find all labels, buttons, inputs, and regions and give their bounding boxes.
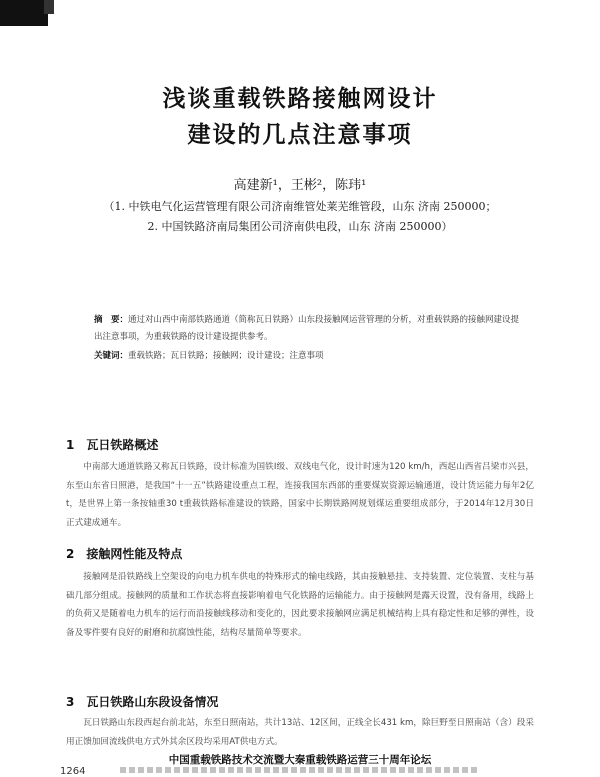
keywords [94,348,524,365]
affiliation-line-1: （1. 中铁电气化运营管理有限公司济南维管处莱芜维管段，山东 济南 250000； [103,200,497,213]
section-heading-1: 1 瓦日铁路概述 [66,438,159,452]
scan-edge-mark [0,0,48,26]
abstract-label: 摘 要： [94,315,129,325]
abstract-text: 通过对山西中南部铁路通道（简称瓦日铁路）山东段接触网运营管理的分析，对重载铁路的接触网建设提出注意事项，为重载铁路的设计建设提供参考。 [94,315,520,342]
paper-title-line-2: 建设的几点注意事项 [187,122,413,148]
scan-edge-mark [44,0,54,14]
section-body-1: 中南部大通道铁路又称瓦日铁路，设计标准为国铁Ⅰ级、双线电气化，设计时速为120 km/h，西起山西省吕梁市兴县，东至山东省日照港，是我国“十一五”铁路建设重点工程，连接我国东西部的重要煤炭资源运输通道，设计货运能力每年2亿t，是世界上第一条按轴重30 t重载铁路标准建设的铁路，国家中长期铁路网规划煤运重要组成部分，于2014年12月30日正式建成通车。 [66,462,534,528]
conference-footer: 中国重载铁路技术交流暨大秦重载铁路运营三十周年论坛 [168,754,432,766]
footer-rule [120,767,480,773]
section-heading-2: 2 接触网性能及特点 [66,547,183,561]
page-number: 1264 [60,766,86,777]
affiliation-line-2: 2. 中国铁路济南局集团公司济南供电段，山东 济南 250000） [147,220,453,233]
author-list: 高建新¹，王彬²，陈玮¹ [233,178,367,193]
keywords-label: 关键词： [94,351,129,361]
paper-title-line-1: 浅谈重载铁路接触网设计 [162,86,438,112]
abstract [94,312,524,346]
section-heading-3: 3 瓦日铁路山东段设备情况 [66,695,219,709]
section-body-2: 接触网是沿铁路线上空架设的向电力机车供电的特殊形式的输电线路，其由接触悬挂、支持装置、定位装置、支柱与基础几部分组成。接触网的质量和工作状态将直接影响着电气化铁路的运输能力。由于接触网是露天设置，没有备用，线路上的负荷又是随着电力机车的运行而沿接触线移动和变化的，因此要求接触网应满足机械结构上具有稳定性和足够的弹性，设备及零件要有良好的耐磨和抗腐蚀性能，结构尽量简单等要求。 [66,572,534,638]
section-body-3: 瓦日铁路山东段西起台前北站，东至日照南站，共计13站、12区间，正线全长431 km，除巨野至日照南站（含）段采用正馈加回流线供电方式外其余区段均采用AT供电方式。 [66,718,534,747]
keywords-text: 重载铁路；瓦日铁路；接触网；设计建设；注意事项 [128,351,324,361]
